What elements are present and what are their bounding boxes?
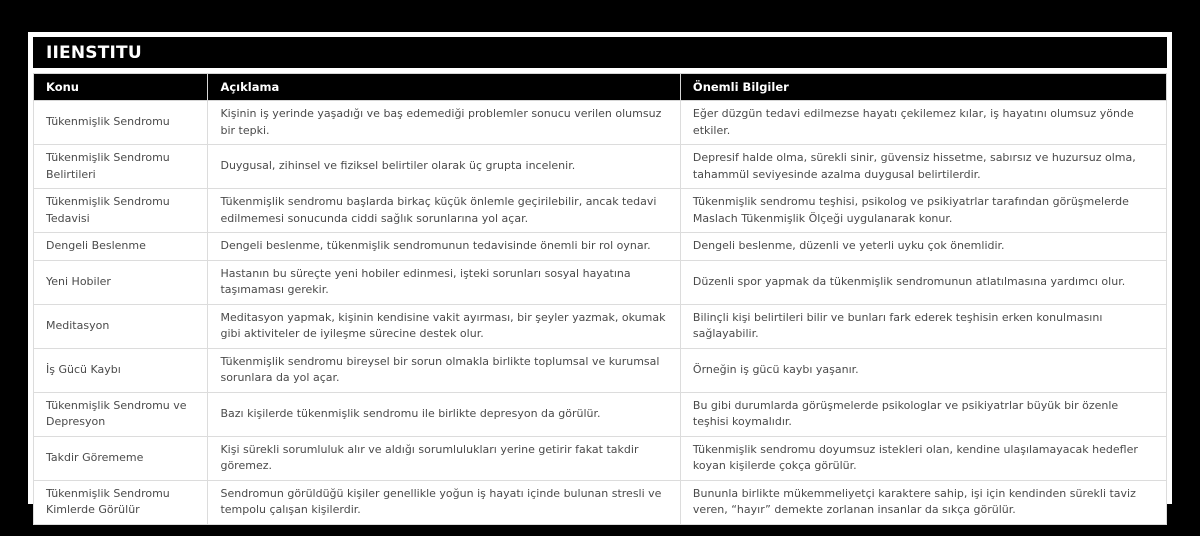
table-row — [34, 348, 1167, 392]
table-header-row — [34, 74, 1167, 101]
cell-onemli: Bununla birlikte mükemmeliyetçi karaktere sahip, işi için kendinden sürekli taviz veren, “hayır” demekte zorlanan insanlar da sıkça görülür. — [680, 480, 1166, 524]
cell-konu: Tükenmişlik Sendromu Tedavisi — [34, 189, 208, 233]
cell-konu: Tükenmişlik Sendromu Belirtileri — [34, 145, 208, 189]
cell-onemli: Tükenmişlik sendromu teşhisi, psikolog ve psikiyatrlar tarafından görüşmelerde Maslach Tükenmişlik Ölçeği uygulanarak konur. — [680, 189, 1166, 233]
cell-onemli: Örneğin iş gücü kaybı yaşanır. — [680, 348, 1166, 392]
table-body — [34, 101, 1167, 525]
cell-aciklama: Bazı kişilerde tükenmişlik sendromu ile birlikte depresyon da görülür. — [208, 392, 680, 436]
cell-konu: Tükenmişlik Sendromu — [34, 101, 208, 145]
cell-aciklama: Dengeli beslenme, tükenmişlik sendromunun tedavisinde önemli bir rol oynar. — [208, 233, 680, 261]
cell-onemli: Eğer düzgün tedavi edilmezse hayatı çekilemez kılar, iş hayatını olumsuz yönde etkiler. — [680, 101, 1166, 145]
cell-aciklama: Sendromun görüldüğü kişiler genellikle yoğun iş hayatı içinde bulunan stresli ve tempolu çalışan kişilerdir. — [208, 480, 680, 524]
table-row — [34, 392, 1167, 436]
cell-konu: Yeni Hobiler — [34, 260, 208, 304]
column-header-aciklama: Açıklama — [208, 74, 680, 101]
table-row — [34, 304, 1167, 348]
table-row — [34, 189, 1167, 233]
cell-aciklama: Kişinin iş yerinde yaşadığı ve baş edemediği problemler sonucu verilen olumsuz bir tepki. — [208, 101, 680, 145]
cell-onemli: Bu gibi durumlarda görüşmelerde psikologlar ve psikiyatrlar büyük bir özenle teşhisi koymalıdır. — [680, 392, 1166, 436]
table-row — [34, 260, 1167, 304]
cell-konu: Dengeli Beslenme — [34, 233, 208, 261]
cell-onemli: Düzenli spor yapmak da tükenmişlik sendromunun atlatılmasına yardımcı olur. — [680, 260, 1166, 304]
info-table — [33, 73, 1167, 525]
cell-onemli: Bilinçli kişi belirtileri bilir ve bunları fark ederek teşhisin erken konulmasını sağlayabilir. — [680, 304, 1166, 348]
cell-aciklama: Kişi sürekli sorumluluk alır ve aldığı sorumlulukları yerine getirir fakat takdir göremez. — [208, 436, 680, 480]
cell-onemli: Tükenmişlik sendromu doyumsuz istekleri olan, kendine ulaşılamayacak hedefler koyan kişilerde çokça görülür. — [680, 436, 1166, 480]
column-header-konu: Konu — [34, 74, 208, 101]
table-row — [34, 145, 1167, 189]
site-title-bar — [33, 37, 1167, 68]
cell-aciklama: Meditasyon yapmak, kişinin kendisine vakit ayırması, bir şeyler yazmak, okumak gibi aktiviteler de iyileşme sürecine destek olur. — [208, 304, 680, 348]
cell-aciklama: Duygusal, zihinsel ve fiziksel belirtiler olarak üç grupta incelenir. — [208, 145, 680, 189]
cell-konu: Tükenmişlik Sendromu Kimlerde Görülür — [34, 480, 208, 524]
content-panel — [28, 32, 1172, 516]
cell-onemli: Depresif halde olma, sürekli sinir, güvensiz hissetme, sabırsız ve huzursuz olma, tahammül seviyesinde azalma duygusal belirtilerdir. — [680, 145, 1166, 189]
table-row — [34, 436, 1167, 480]
cell-konu: Meditasyon — [34, 304, 208, 348]
table-row — [34, 101, 1167, 145]
cell-aciklama: Tükenmişlik sendromu bireysel bir sorun olmakla birlikte toplumsal ve kurumsal sorunlara da yol açar. — [208, 348, 680, 392]
cell-konu: İş Gücü Kaybı — [34, 348, 208, 392]
site-title: IIENSTITU — [46, 42, 142, 63]
table-row — [34, 480, 1167, 524]
cell-aciklama: Hastanın bu süreçte yeni hobiler edinmesi, işteki sorunları sosyal hayatına taşımaması gerekir. — [208, 260, 680, 304]
cell-konu: Takdir Görememe — [34, 436, 208, 480]
cell-onemli: Dengeli beslenme, düzenli ve yeterli uyku çok önemlidir. — [680, 233, 1166, 261]
column-header-onemli: Önemli Bilgiler — [680, 74, 1166, 101]
table-row — [34, 233, 1167, 261]
cell-aciklama: Tükenmişlik sendromu başlarda birkaç küçük önlemle geçirilebilir, ancak tedavi edilmemesi sonucunda ciddi sağlık sorunlarına yol açar. — [208, 189, 680, 233]
cell-konu: Tükenmişlik Sendromu ve Depresyon — [34, 392, 208, 436]
